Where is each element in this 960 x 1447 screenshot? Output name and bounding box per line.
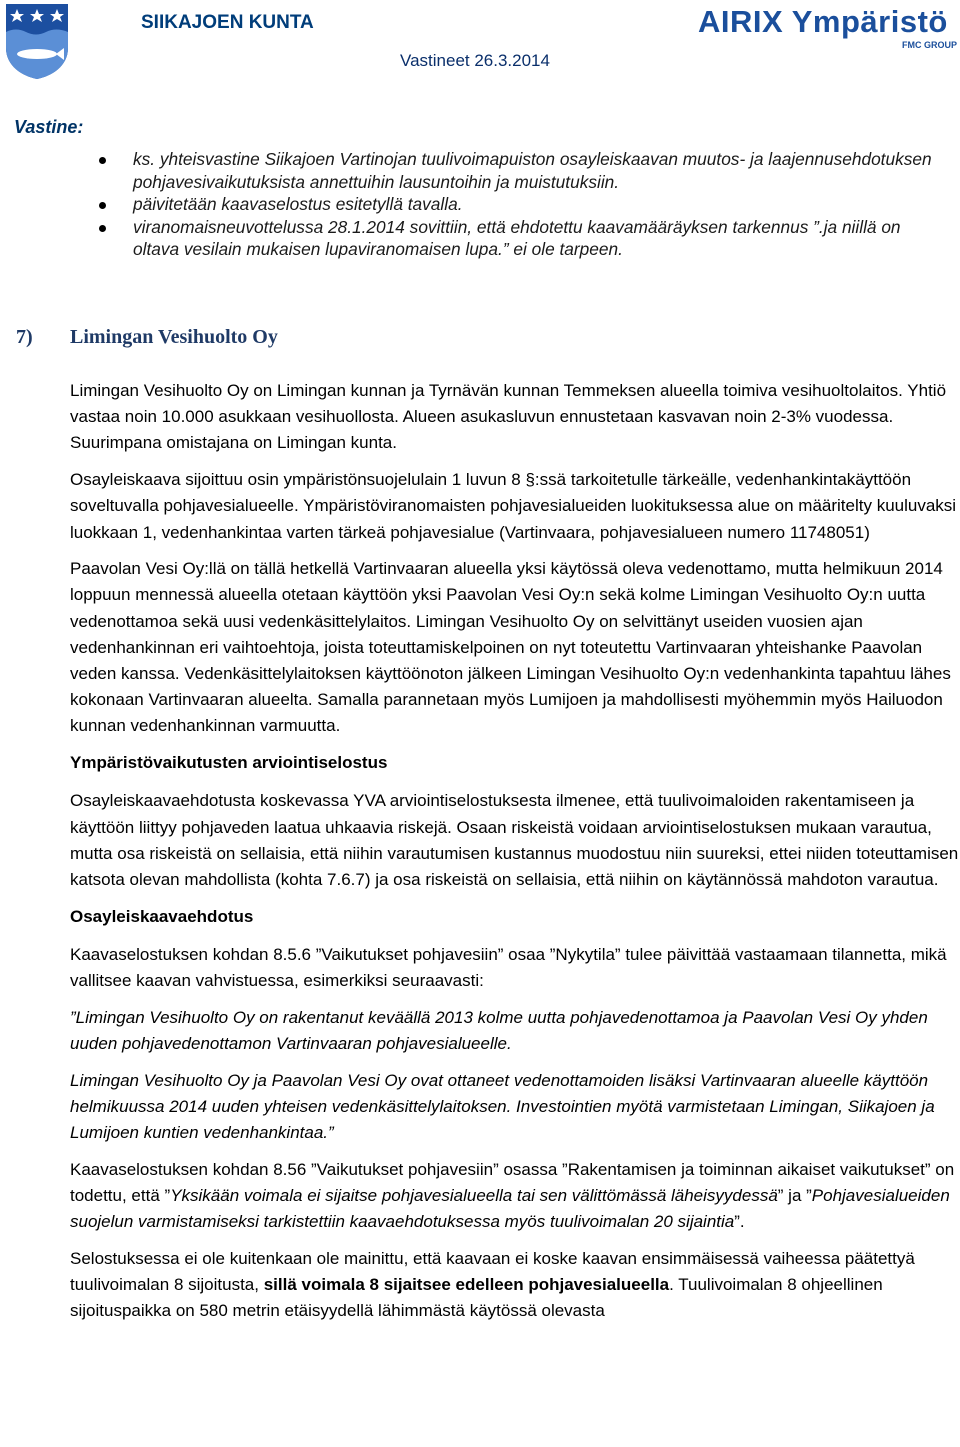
document-body (70, 378, 960, 1335)
subheading: Ympäristövaikutusten arviointiselostus (70, 753, 388, 773)
paragraph: Selostuksessa ei ole kuitenkaan ole mainittu, että kaavaan ei koske kaavan ensimmäisessä vaiheessa päätettyä tuulivoimalan 8 sijoitusta, sillä voimala 8 sijaitsee edelleen pohjavesialueella. Tuulivoimalan 8 ohjeellinen sijoituspaikka on 580 metrin etäisyydellä lähimmästä käytössä olevasta (70, 1248, 915, 1321)
paragraph: Kaavaselostuksen kohdan 8.56 ”Vaikutukset pohjavesiin” osassa ”Rakentamisen ja toiminnan aikaiset vaikutukset” on todettu, että ”Yksikään voimala ei sijaitse pohjavesialueella tai sen välittömässä läheisyydessä” ja ”Pohjavesialueiden suojelun varmistamiseksi tarkistettiin kaavaehdotuksessa myös tuulivoimalan 20 sijaintia”. (70, 1159, 955, 1232)
organization-name: SIIKAJOEN KUNTA (141, 12, 314, 33)
document-date: Vastineet 26.3.2014 (400, 51, 550, 70)
subheading: Osayleiskaavaehdotus (70, 906, 254, 926)
bullet-list (0, 148, 960, 261)
coat-of-arms-icon (4, 2, 70, 80)
airix-logo (698, 4, 957, 50)
section-title: Limingan Vesihuolto Oy (70, 326, 278, 348)
list-item: ks. yhteisvastine Siikajoen Vartinojan tuulivoimapuiston osayleiskaavan muutos- ja laajennusehdotuksen pohjavesivaikutuksista annettuihin lausuntoihin ja muistutuksiin. (0, 148, 933, 193)
logo-subtext: FMC GROUP (902, 40, 957, 50)
paragraph: Osayleiskaava sijoittuu osin ympäristönsuojelulain 1 luvun 8 §:ssä tarkoitetulle tärkeälle, vedenhankintakäyttöön soveltuvalla pohjavesialueelle. Ympäristöviranomaisten pohjavesialueiden luokituksessa alue on määritelty kuuluvaksi luokkaan 1, vedenhankintaa varten tärkeä pohjavesialue (Vartinvaara, pohjavesialueen numero 11748051) (70, 470, 957, 542)
quoted-paragraph: Limingan Vesihuolto Oy ja Paavolan Vesi Oy ovat ottaneet vedenottamoiden lisäksi Vartinvaaran alueelle käyttöön helmikuussa 2014 uuden yhteisen vedenkäsittelylaitoksen. Investointien myötä varmistetaan Limingan, Siikajoen ja Lumijoen kuntien vedenhankintaa.” (70, 1070, 935, 1143)
section-number: 7) (16, 326, 33, 348)
paragraph: Limingan Vesihuolto Oy on Limingan kunnan ja Tyrnävän kunnan Temmeksen alueella toimiva vesihuoltolaitos. Yhtiö vastaa noin 10.000 asukkaan vesihuollosta. Alueen asukasluvun ennustetaan kasvavan noin 2-3% vuodessa. Suurimpana omistajana on Limingan kunta. (70, 381, 947, 453)
vastine-label: Vastine: (14, 117, 84, 137)
bullet-icon (99, 202, 106, 209)
list-item: viranomaisneuvottelussa 28.1.2014 sovittiin, että ehdotettu kaavamääräyksen tarkennus ”.ja niillä on oltava vesilain mukaisen lupaviranomaisen lupa.” ei ole tarpeen. (0, 216, 933, 261)
section-heading (16, 326, 278, 349)
bullet-icon (99, 157, 106, 164)
paragraph: Osayleiskaavaehdotusta koskevassa YVA arviointiselostuksesta ilmenee, että tuulivoimaloiden rakentamiseen ja käyttöön liittyy pohjaveden laatua uhkaavia riskejä. Osaan riskeistä voidaan arviointiselostuksen mukaan varautua, mutta osa riskeistä on sellaisia, että niihin varautumisen kustannus muodostuu niin suureksi, ettei niiden toteuttamisen katsota olevan mahdollista (kohta 7.6.7) ja osa riskeistä on sellaisia, että niihin on käytännössä mahdoton varautua. (70, 791, 959, 889)
paragraph: Kaavaselostuksen kohdan 8.5.6 ”Vaikutukset pohjavesiin” osaa ”Nykytila” tulee päivittää vastaamaan tilannetta, mikä vallitsee kaavan vahvistuessa, esimerkiksi seuraavasti: (70, 944, 947, 991)
page-header (0, 0, 960, 90)
bullet-icon (99, 225, 106, 232)
list-item: päivitetään kaavaselostus esitetyllä tavalla. (0, 193, 933, 216)
logo-text: AIRIX Ympäristö (698, 4, 948, 39)
quoted-paragraph: ”Limingan Vesihuolto Oy on rakentanut keväällä 2013 kolme uutta pohjavedenottamoa ja Paavolan Vesi Oy yhden uuden pohjavedenottamon Vartinvaaran pohjavesialueelle. (70, 1007, 928, 1053)
paragraph: Paavolan Vesi Oy:llä on tällä hetkellä Vartinvaaran alueella yksi käytössä oleva vedenottamo, mutta helmikuun 2014 loppuun mennessä alueella otetaan käyttöön yksi Paavolan Vesi Oy:n sekä kolme Limingan Vesihuolto Oy:n uutta vedenottamoa sekä uusi vedenkäsittelylaitos. Limingan Vesihuolto Oy on selvittänyt useiden vuosien ajan vedenhankinnan eri vaihtoehtoja, joista toteuttamiskelpoinen on nyt toteutettu Vartinvaaran yhteishanke Paavolan veden kanssa. Vedenkäsittelylaitoksen käyttöönoton jälkeen Limingan Vesihuolto Oy:n vedenhankinta tapahtuu lähes kokonaan Vartinvaaran alueelta. Samalla parannetaan myös Lumijoen ja mahdollisesti myöhemmin myös Hailuodon kunnan vedenhankinnan varmuutta. (70, 559, 951, 736)
